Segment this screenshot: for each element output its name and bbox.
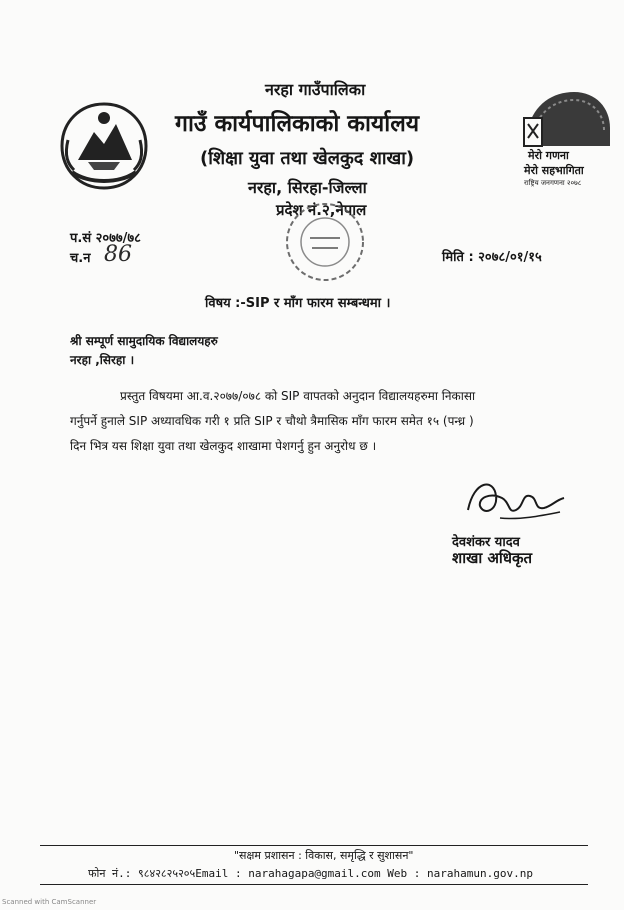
body-line3: दिन भित्र यस शिक्षा युवा तथा खेलकुद शाखामा पेशगर्नु हुन अनुरोध छ ।	[70, 439, 377, 453]
census-line1: मेरो गणना	[528, 149, 569, 162]
office-address: नरहा, सिरहा-जिल्ला	[248, 178, 367, 197]
signatory-title: शाखा अधिकृत	[452, 549, 533, 567]
letter-ref-number: प.सं २०७७/७८	[70, 231, 141, 246]
footer-rule-bottom	[40, 884, 588, 885]
office-stamp-icon	[270, 198, 380, 284]
body-line2: गर्नुपर्ने हुनाले SIP अध्यावधिक गरी १ प्रति SIP र चौथो त्रैमासिक माँग फारम समेत १५ (पन्ध्र )	[70, 414, 474, 428]
signatory-name: देवशंकर यादव	[452, 535, 520, 550]
recipient-line1: श्री सम्पूर्ण सामुदायिक विद्यालयहरु	[70, 334, 218, 348]
nepal-emblem-icon	[58, 100, 150, 192]
footer-contact: फोन नं.: ९८४२८२५२०५Email : narahagapa@gmail.com Web : narahamun.gov.np	[88, 867, 533, 880]
dispatch-number: 86	[104, 242, 132, 267]
census-line3: राष्ट्रिय जनगणना २०७८	[524, 179, 582, 187]
scanner-watermark: Scanned with CamScanner	[2, 898, 97, 906]
branch-name: (शिक्षा युवा तथा खेलकुद शाखा)	[200, 148, 415, 169]
footer-slogan: "सक्षम प्रशासन : विकास, समृद्धि र सुशासन"	[234, 849, 414, 862]
signature-icon	[460, 470, 570, 530]
footer-rule	[40, 845, 588, 846]
letter-subject: विषय :-SIP र माँग फारम सम्बन्धमा ।	[205, 296, 391, 311]
recipient-line2: नरहा ,सिरहा ।	[70, 353, 135, 367]
office-title: गाउँ कार्यपालिकाको कार्यालय	[175, 111, 420, 137]
letter-date: मिति : २०७८/०१/१५	[442, 250, 542, 265]
dispatch-label: च.न	[70, 251, 91, 266]
census-line2: मेरो सहभागिता	[524, 164, 584, 177]
municipality-name: नरहा गाउँपालिका	[265, 80, 366, 99]
body-line1: प्रस्तुत विषयमा आ.व.२०७७/०७८ को SIP वापतको अनुदान विद्यालयहरुमा निकासा	[120, 389, 476, 403]
province-line: प्रदेश नं.२,नेपाल	[276, 201, 367, 219]
census-crowd-icon	[518, 88, 614, 150]
census-logo	[518, 88, 614, 192]
